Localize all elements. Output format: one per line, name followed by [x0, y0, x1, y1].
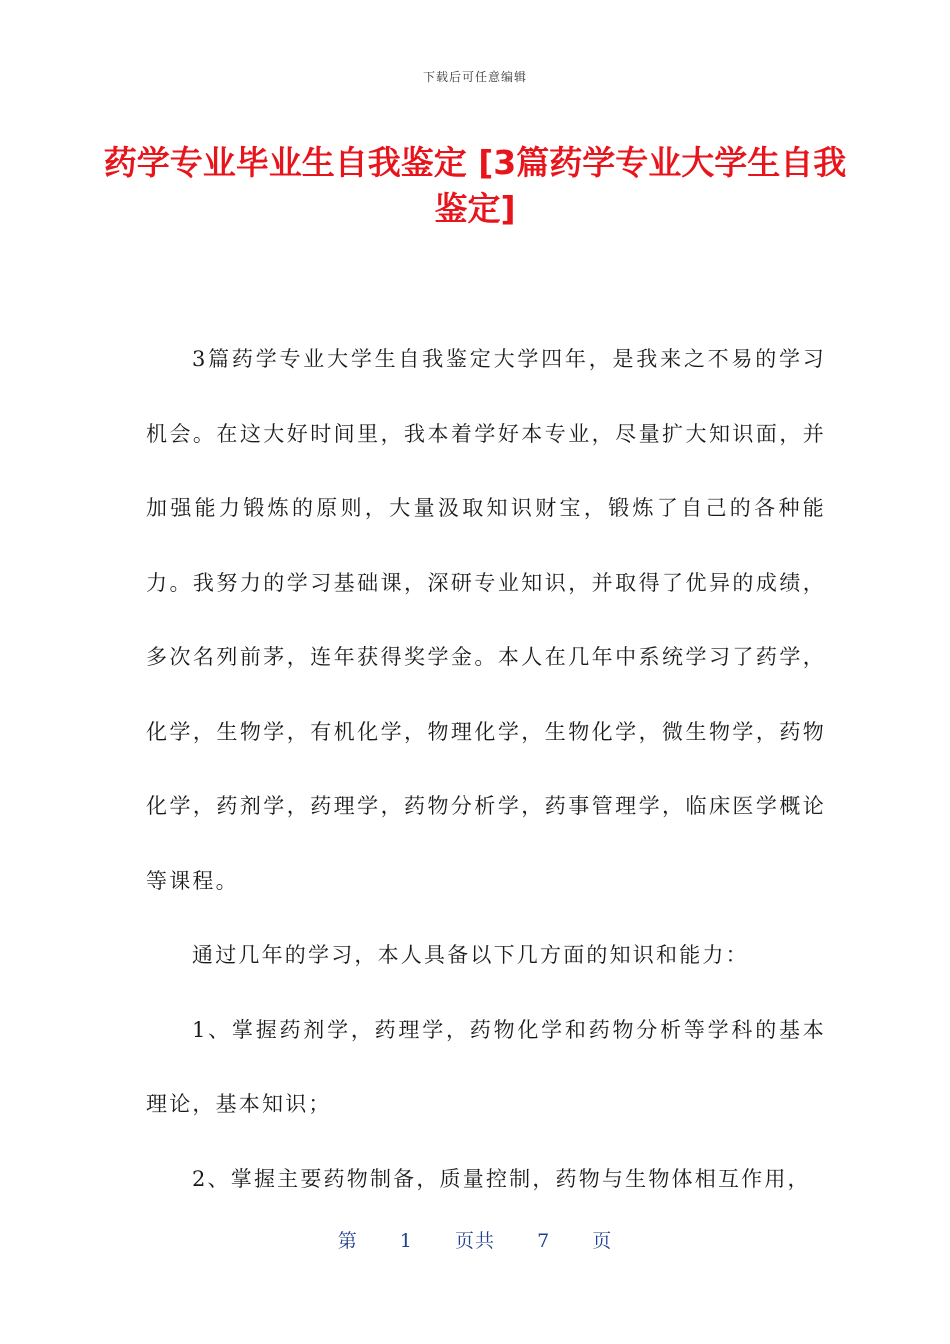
document-title: 药学专业毕业生自我鉴定 [3篇药学专业大学生自我鉴定] — [103, 143, 847, 228]
paragraph-abilities-lead: 通过几年的学习，本人具备以下几方面的知识和能力： — [192, 943, 749, 967]
footer-prefix: 第 — [337, 1230, 358, 1252]
paragraph-item-2: 2、掌握主要药物制备，质量控制，药物与生物体相互作用， — [192, 1166, 811, 1191]
page-header-note: 下载后可任意编辑 — [422, 70, 527, 84]
page-footer — [0, 1226, 950, 1253]
footer-total-pages: 7 — [537, 1230, 551, 1252]
paragraph-intro: 3篇药学专业大学生自我鉴定大学四年，是我来之不易的学习机会。在这大好时间里，我本着学好本专业，尽量扩大知识面，并加强能力锻炼的原则，大量汲取知识财宝，锻炼了自己的各种能力。我努力的学习基础课，深研专业知识，并取得了优异的成绩，多次名列前茅，连年获得奖学金。本人在几年中系统学习了药学，化学，生物学，有机化学，物理化学，生物化学，微生物学，药物化学，药剂学，药理学，药物分析学，药事管理学，临床医学概论等课程。 — [146, 347, 826, 893]
paragraph-item-1: 1、掌握药剂学，药理学，药物化学和药物分析等学科的基本理论，基本知识； — [146, 1017, 826, 1116]
document-body — [146, 322, 826, 1216]
footer-middle: 页共 — [454, 1230, 495, 1252]
footer-suffix: 页 — [592, 1230, 613, 1252]
footer-current-page: 1 — [399, 1230, 413, 1252]
